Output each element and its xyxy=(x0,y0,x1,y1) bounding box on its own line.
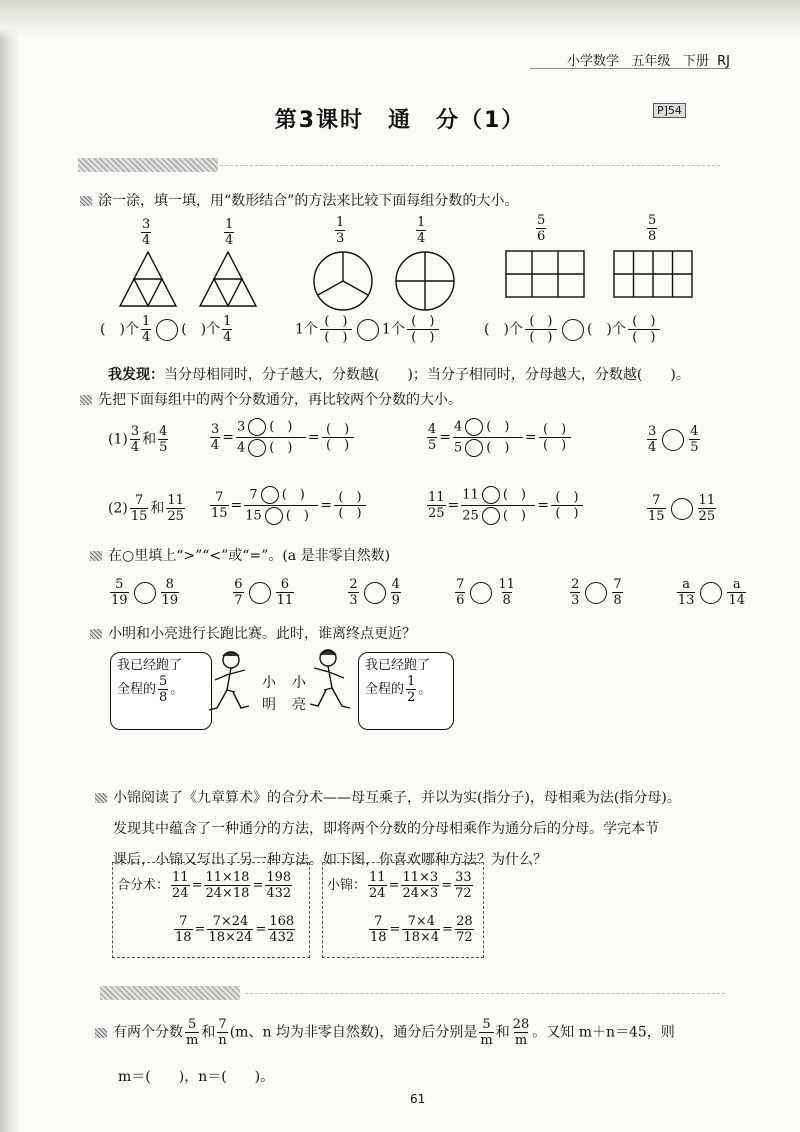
q3-pair-4: $\frac{7}{6}$ $\frac{11}{8}$ xyxy=(456,577,515,608)
q3-pair-3: $\frac{2}{3}$ $\frac{4}{9}$ xyxy=(349,577,400,608)
q1-frac-5-6: $\frac{5}{6}$ xyxy=(537,213,546,244)
q1-compare-row-3: ( )个 $\frac{( )}{( )}$ ( )个 $\frac{( )}{( )}$ xyxy=(484,315,662,344)
fill-circle[interactable] xyxy=(265,507,283,525)
blank[interactable]: ( ) xyxy=(502,508,526,524)
q1-rectangles xyxy=(505,250,705,300)
hefenshu-row-1: 合分术： $\frac{11}{24}$ = $\frac{11\times 18}{24\times 18}$ = $\frac{198}{432}$ xyxy=(117,870,292,901)
page-edge-shadow xyxy=(0,0,20,1132)
fill-circle[interactable] xyxy=(465,418,483,436)
q6-text: 有两个分数 $\frac{5}{m}$ 和 $\frac{7}{n}$ (m、n 均为非零自然数)，通分后分别是 $\frac{5}{m}$ 和 $\frac{28}{m}$ 。又知 m＋n＝45，则 xyxy=(95,1018,675,1047)
question-marker-icon xyxy=(95,1028,107,1038)
blank[interactable]: ( ) xyxy=(486,440,510,456)
question-marker-icon xyxy=(80,196,92,206)
q1-prompt: 涂一涂，填一填，用“数形结合”的方法来比较下面每组分数的大小。 xyxy=(80,190,518,210)
blank-frac-num-4[interactable]: ( ) xyxy=(632,314,656,329)
fill-circle[interactable] xyxy=(248,439,266,457)
section-band-extension xyxy=(100,986,240,1000)
q1-frac-1-4-a: $\frac{1}{4}$ xyxy=(225,217,234,248)
section-band-basic xyxy=(78,158,218,172)
q2-part2-label: (2) $\frac{7}{15}$ 和 $\frac{11}{25}$ xyxy=(108,493,184,524)
blank[interactable]: ( ) xyxy=(334,505,366,520)
compare-circle[interactable] xyxy=(671,498,693,520)
page-number: 61 xyxy=(410,1092,426,1106)
triangle-shape-1[interactable] xyxy=(120,252,176,306)
fill-circle[interactable] xyxy=(482,486,500,504)
q6-answer-blanks[interactable]: m＝( )，n＝( )。 xyxy=(118,1069,275,1085)
blank-frac-den-3[interactable]: ( ) xyxy=(525,329,557,344)
blank-count-3[interactable]: ( ) xyxy=(484,321,509,338)
blank[interactable]: ( ) xyxy=(322,437,354,452)
compare-circle[interactable] xyxy=(585,582,607,604)
page-top-shadow xyxy=(0,0,800,40)
q1-frac-5-8: $\frac{5}{8}$ xyxy=(648,213,657,244)
header-edition: RJ xyxy=(717,54,730,69)
header-term: 下册 xyxy=(682,54,709,69)
blank[interactable]: ( ) xyxy=(543,422,567,437)
book-header xyxy=(567,50,730,69)
q3-pair-1: $\frac{5}{19}$ $\frac{8}{19}$ xyxy=(111,577,179,608)
xiaoliang-runner-illustration xyxy=(308,648,358,722)
blank-count-2[interactable]: ( ) xyxy=(181,321,207,338)
xiaoliang-name: 小 亮 xyxy=(292,675,306,714)
q1-frac-3-4: $\frac{3}{4}$ xyxy=(142,217,151,248)
rectangle-eighths-shape[interactable] xyxy=(614,251,692,297)
blank[interactable]: ( ) xyxy=(285,508,309,524)
lesson-title: 第3课时 通 分（1） xyxy=(274,108,526,133)
blank-frac-num-3[interactable]: ( ) xyxy=(529,314,553,329)
blank[interactable]: ( ) xyxy=(269,440,293,456)
xiaoming-name: 小 明 xyxy=(262,675,276,714)
header-rule xyxy=(530,68,730,69)
triangle-shape-2[interactable] xyxy=(200,252,256,306)
q1-triangles xyxy=(118,250,268,310)
blank[interactable]: ( ) xyxy=(502,487,526,503)
hefenshu-method-box xyxy=(112,862,310,958)
compare-circle[interactable] xyxy=(700,582,722,604)
xiaoming-speech-bubble: 我已经跑了 全程的 $\frac{5}{8}$ 。 xyxy=(110,652,212,730)
blank[interactable]: ( ) xyxy=(551,505,583,520)
compare-circle-2[interactable] xyxy=(357,319,379,341)
q2-part2-work-a: $\frac{7}{15}$ = $\frac{7 ( )}{15 ( )}$ = $\frac{( )}{( )}$ xyxy=(208,486,368,525)
header-subject: 小学数学 xyxy=(567,54,620,69)
fill-circle[interactable] xyxy=(261,486,279,504)
question-marker-icon xyxy=(95,793,107,803)
blank[interactable]: ( ) xyxy=(269,419,293,435)
blank-count-4[interactable]: ( ) xyxy=(586,321,612,338)
q4-prompt: 小明和小亮进行长跑比赛。此时，谁离终点更近？ xyxy=(90,623,416,643)
q1-compare-row-1: ( )个 $\frac{1}{4}$ ( )个 $\frac{1}{4}$ xyxy=(100,314,232,345)
xiaojin-row-2: $\frac{7}{18}$ = $\frac{7\times 4}{18\times 4}$ = $\frac{28}{72}$ xyxy=(370,914,473,945)
section-divider xyxy=(245,993,725,994)
compare-circle[interactable] xyxy=(662,429,684,451)
compare-circle-3[interactable] xyxy=(562,319,584,341)
blank[interactable]: ( ) xyxy=(281,487,305,503)
fill-circle[interactable] xyxy=(465,439,483,457)
blank-frac-den-2[interactable]: ( ) xyxy=(407,329,439,344)
discovery-blanks[interactable]: 当分母相同时，分子越大，分数越( )；当分子相同时，分母越大，分数越( )。 xyxy=(164,367,690,383)
xiaoming-runner-illustration xyxy=(205,650,260,722)
compare-circle[interactable] xyxy=(249,582,271,604)
xiaojin-method-box xyxy=(322,862,484,958)
question-marker-icon xyxy=(90,551,102,561)
compare-circle[interactable] xyxy=(134,582,156,604)
circle-quarters-shape[interactable] xyxy=(396,252,454,310)
blank[interactable]: ( ) xyxy=(486,419,510,435)
question-marker-icon xyxy=(90,629,102,639)
q1-frac-1-4-b: $\frac{1}{4}$ xyxy=(417,215,426,246)
compare-circle[interactable] xyxy=(470,582,492,604)
q2-part2-compare: $\frac{7}{15}$ $\frac{11}{25}$ xyxy=(648,493,716,524)
blank-frac-den-4[interactable]: ( ) xyxy=(628,329,660,344)
q2-part1-label: (1) $\frac{3}{4}$ 和 $\frac{4}{5}$ xyxy=(108,424,168,455)
q2-part2-work-b: $\frac{11}{25}$ = $\frac{11 ( )}{25 ( )}$ = $\frac{( )}{( )}$ xyxy=(425,486,585,525)
q3-compare-row xyxy=(108,578,748,607)
q5-text: 小锦阅读了《九章算术》的合分术——母互乘子，并以为实(指分子)，母相乘为法(指分母)。 发现其中蕴含了一种通分的方法，即将两个分数的分母相乘作为通分后的分母。学完本节 课后，小锦又写出了另一种方法。如下图，你喜欢哪种方法？为什么？ xyxy=(95,783,681,875)
page-reference-tag: P]54 xyxy=(653,103,686,118)
xiaojin-row-1: 小锦： $\frac{11}{24}$ = $\frac{11\times 3}{24\times 3}$ = $\frac{33}{72}$ xyxy=(327,870,472,901)
circle-thirds-shape[interactable] xyxy=(314,252,372,310)
q1-circles xyxy=(312,250,472,312)
q1-compare-row-2: 1个 $\frac{( )}{( )}$ 1个 $\frac{( )}{( )}$ xyxy=(295,315,441,344)
fill-circle[interactable] xyxy=(482,507,500,525)
q2-part1-work-a: $\frac{3}{4}$ = $\frac{3 ( )}{4 ( )}$ = $\frac{( )}{( )}$ xyxy=(208,418,356,457)
fill-circle[interactable] xyxy=(248,418,266,436)
hefenshu-row-2: $\frac{7}{18}$ = $\frac{7\times 24}{18\times 24}$ = $\frac{168}{432}$ xyxy=(175,914,295,945)
blank-frac-den-1[interactable]: ( ) xyxy=(320,329,352,344)
blank[interactable]: ( ) xyxy=(555,490,579,505)
section-divider xyxy=(220,165,720,166)
rectangle-sixths-shape[interactable] xyxy=(506,251,584,297)
xiaoliang-speech-bubble: 我已经跑了 全程的 $\frac{1}{2}$ 。 xyxy=(358,652,454,730)
blank-count-1[interactable]: ( ) xyxy=(100,321,125,338)
q3-pair-5: $\frac{2}{3}$ $\frac{7}{8}$ xyxy=(571,577,622,608)
question-marker-icon xyxy=(80,395,92,405)
q3-pair-6: $\frac{a}{13}$ $\frac{a}{14}$ xyxy=(677,577,745,608)
q2-prompt: 先把下面每组中的两个分数通分，再比较两个分数的大小。 xyxy=(80,389,462,409)
q2-part1-work-b: $\frac{4}{5}$ = $\frac{4 ( )}{5 ( )}$ = $\frac{( )}{( )}$ xyxy=(425,418,573,457)
q1-frac-1-3: $\frac{1}{3}$ xyxy=(336,215,345,246)
blank[interactable]: ( ) xyxy=(539,437,571,452)
blank[interactable]: ( ) xyxy=(338,490,362,505)
compare-circle-1[interactable] xyxy=(156,319,178,341)
compare-circle[interactable] xyxy=(364,582,386,604)
blank[interactable]: ( ) xyxy=(326,422,350,437)
header-grade: 五年级 xyxy=(631,54,671,69)
blank-frac-num-2[interactable]: ( ) xyxy=(411,314,435,329)
q1-discovery: 我发现：当分母相同时，分子越大，分数越( )；当分子相同时，分母越大，分数越( )。 xyxy=(108,367,690,383)
q3-pair-2: $\frac{6}{7}$ $\frac{6}{11}$ xyxy=(234,577,294,608)
q3-prompt: 在○里填上“>”“<”或“=”。(a 是非零自然数) xyxy=(90,545,390,565)
blank-frac-num-1[interactable]: ( ) xyxy=(324,314,348,329)
q2-part1-compare: $\frac{3}{4}$ $\frac{4}{5}$ xyxy=(648,424,699,455)
